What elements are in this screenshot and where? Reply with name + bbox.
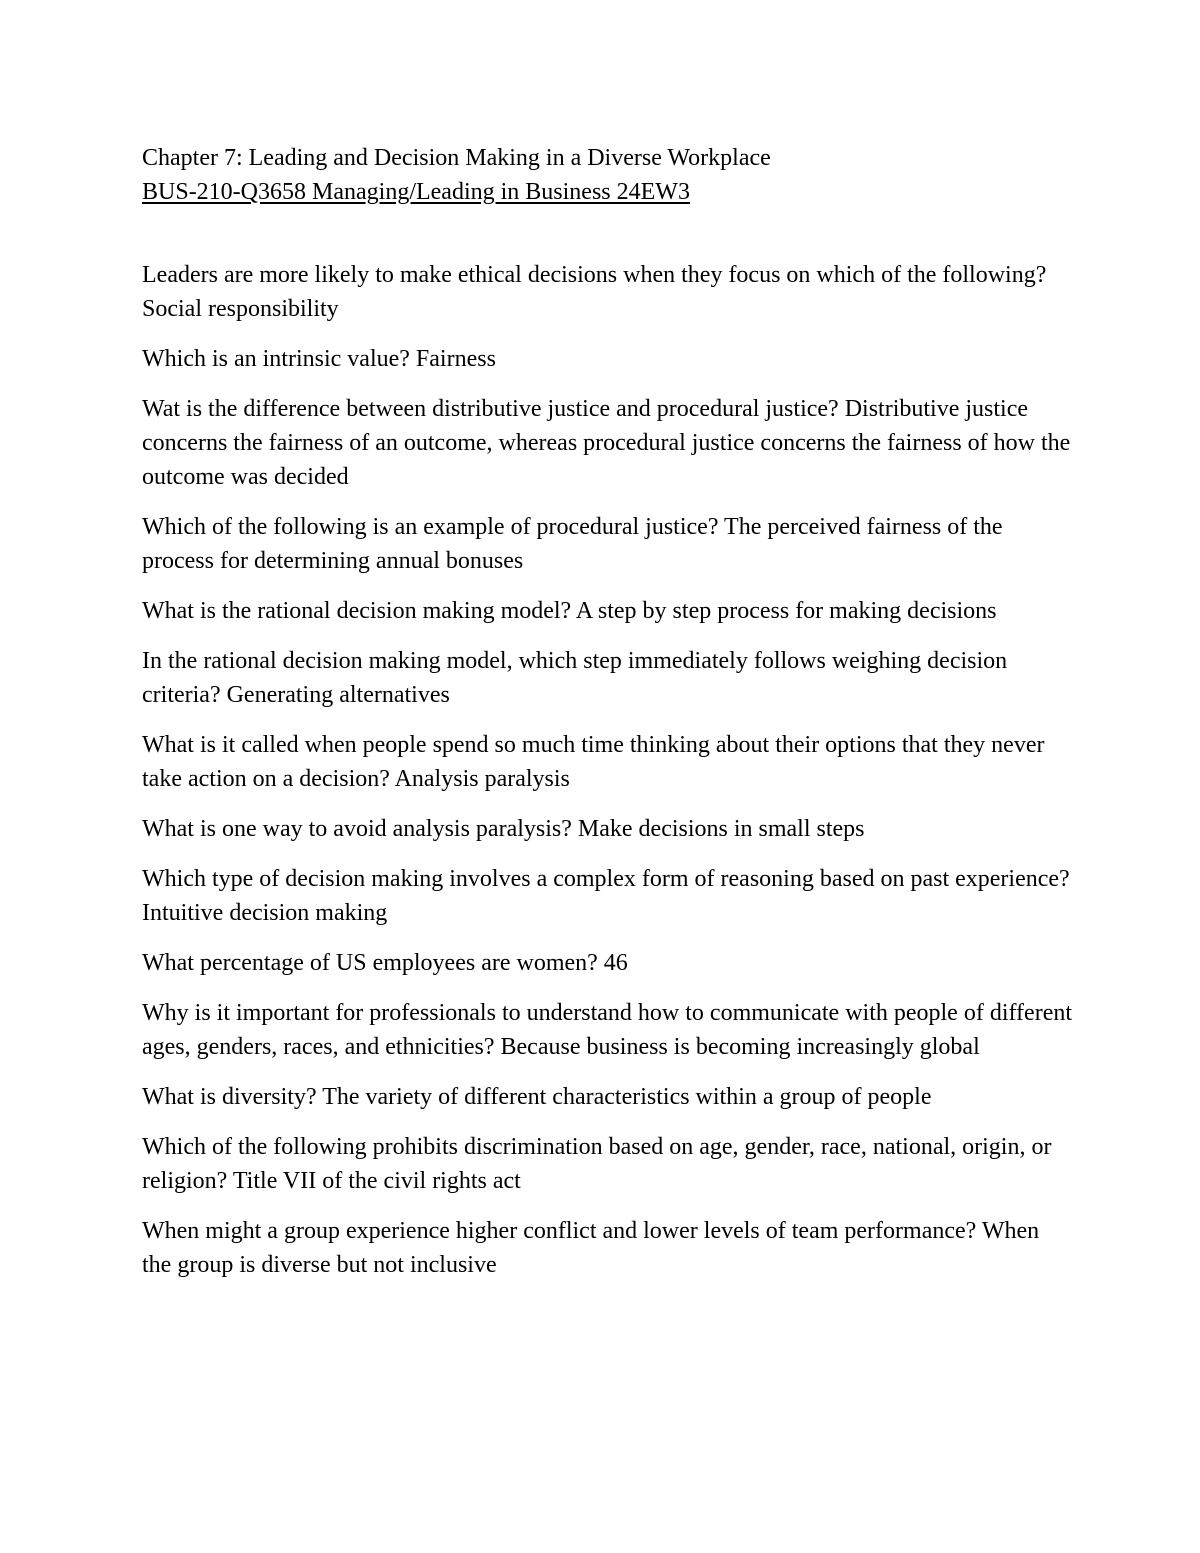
qa-item: What percentage of US employees are women? 46 <box>142 950 628 976</box>
document-page <box>142 141 1072 1298</box>
qa-item: Leaders are more likely to make ethical decisions when they focus on which of the following? Social responsibility <box>142 262 1047 322</box>
qa-list <box>142 258 1072 1282</box>
qa-item: Which of the following prohibits discrimination based on age, gender, race, national, origin, or religion? Title VII of the civil rights act <box>142 1134 1052 1194</box>
qa-item: Which of the following is an example of procedural justice? The perceived fairness of the process for determining annual bonuses <box>142 514 1003 574</box>
qa-item: What is it called when people spend so much time thinking about their options that they never take action on a decision? Analysis paralysis <box>142 732 1045 792</box>
qa-item: Why is it important for professionals to understand how to communicate with people of different ages, genders, races, and ethnicities? Because business is becoming increasingly global <box>142 1000 1073 1060</box>
qa-item: What is one way to avoid analysis paralysis? Make decisions in small steps <box>142 816 865 842</box>
qa-item: Which type of decision making involves a complex form of reasoning based on past experience? Intuitive decision making <box>142 866 1070 926</box>
page-title: Chapter 7: Leading and Decision Making in a Diverse Workplace <box>142 145 771 171</box>
course-link[interactable]: BUS-210-Q3658 Managing/Leading in Business 24EW3 <box>142 179 690 205</box>
qa-item: When might a group experience higher conflict and lower levels of team performance? When the group is diverse but not inclusive <box>142 1218 1040 1278</box>
qa-item: What is the rational decision making model? A step by step process for making decisions <box>142 598 997 624</box>
qa-item: In the rational decision making model, which step immediately follows weighing decision criteria? Generating alternatives <box>142 648 1008 708</box>
qa-item: Which is an intrinsic value? Fairness <box>142 346 496 372</box>
qa-item: Wat is the difference between distributive justice and procedural justice? Distributive justice concerns the fairness of an outcome, whereas procedural justice concerns the fairness of how the outcome was decided <box>142 396 1071 490</box>
qa-item: What is diversity? The variety of different characteristics within a group of people <box>142 1084 932 1110</box>
